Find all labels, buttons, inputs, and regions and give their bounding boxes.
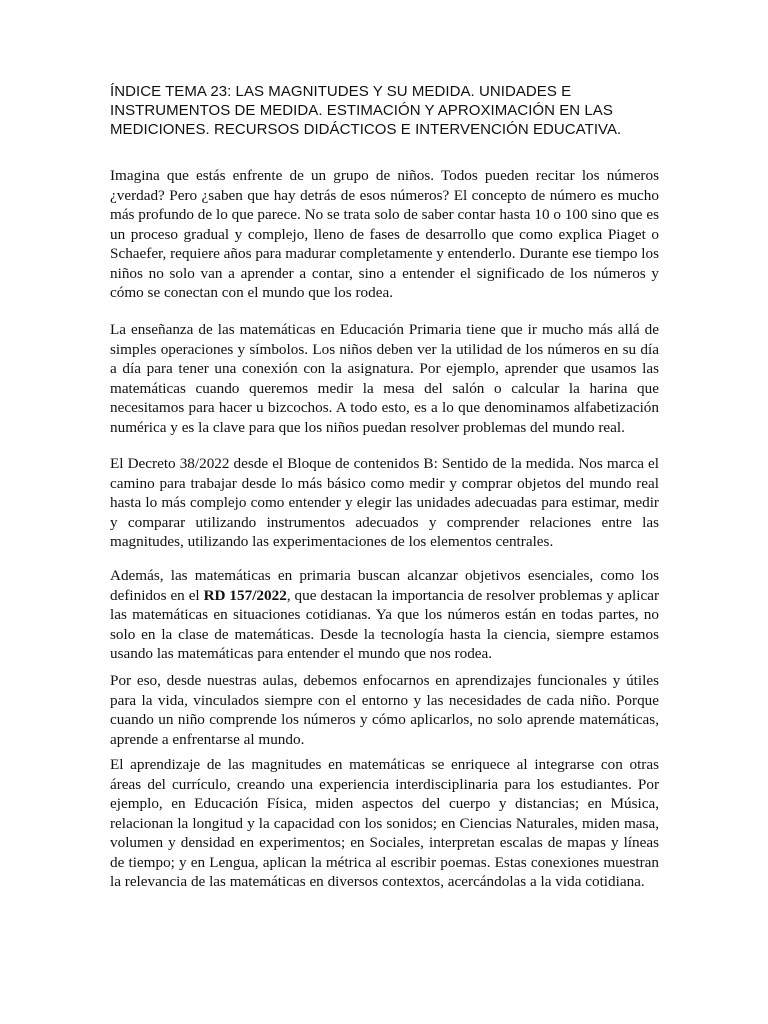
paragraph-objectives-text-after: , que destacan la importancia de resolver problemas y aplicar las matemáticas en situaciones cotidianas. Ya que los números están en todas partes, no solo en la clase de matemáticas. Desde la tecnología hasta la ciencia, siempre estamos usando las matemáticas para entender el mundo que nos rodea. — [110, 586, 659, 662]
paragraph-intro: Imagina que estás enfrente de un grupo de niños. Todos pueden recitar los números ¿verdad? Pero ¿saben que hay detrás de esos números? El concepto de número es mucho más profundo de lo que parece. No se trata solo de saber contar hasta 10 o 100 sino que es un proceso gradual y complejo, lleno de fases de desarrollo que como explica Piaget o Schaefer, requiere años para madurar completamente y entenderlo. Durante ese tiempo los niños no solo van a aprender a contar, sino a entender el significado de los números y cómo se conectan con el mundo que los rodea. — [110, 167, 659, 301]
paragraph-classroom: Por eso, desde nuestras aulas, debemos enfocarnos en aprendizajes funcionales y útiles para la vida, vinculados siempre con el entorno y las necesidades de cada niño. Porque cuando un niño comprende los números y cómo aplicarlos, no solo aprende matemáticas, aprende a enfrentarse al mundo. — [110, 672, 659, 748]
royal-decree-reference: RD 157/2022 — [203, 586, 287, 604]
paragraph-objectives-text-before: Además, las matemáticas en primaria buscan alcanzar objetivos esenciales, como los definidos en el — [110, 567, 659, 604]
document-title: ÍNDICE TEMA 23: LAS MAGNITUDES Y SU MEDIDA. UNIDADES E INSTRUMENTOS DE MEDIDA. ESTIMACIÓN Y APROXIMACIÓN EN LAS MEDICIONES. RECURSOS DIDÁCTICOS E INTERVENCIÓN EDUCATIVA. — [110, 83, 622, 138]
paragraph-interdisciplinary: El aprendizaje de las magnitudes en matemáticas se enriquece al integrarse con otras áreas del currículo, creando una experiencia interdisciplinaria para los estudiantes. Por ejemplo, en Educación Física, miden aspectos del cuerpo y distancias; en Música, relacionan la longitud y la capacidad con los sonidos; en Ciencias Naturales, miden masa, volumen y densidad en experimentos; en Sociales, interpretan escalas de mapas y líneas de tiempo; y en Lengua, aplican la métrica al escribir poemas. Estas conexiones muestran la relevancia de las matemáticas en diversos contextos, acercándolas a la vida cotidiana. — [110, 756, 659, 890]
paragraph-teaching: La enseñanza de las matemáticas en Educación Primaria tiene que ir mucho más allá de simples operaciones y símbolos. Los niños deben ver la utilidad de los números en su día a día para tener una conexión con la asignatura. Por ejemplo, aprender que usamos las matemáticas cuando queremos medir la mesa del salón o calcular la harina que necesitamos para hacer u bizcochos. A todo esto, es a lo que denominamos alfabetización numérica y es la clave para que los niños puedan resolver problemas del mundo real. — [110, 321, 659, 436]
paragraph-decree: El Decreto 38/2022 desde el Bloque de contenidos B: Sentido de la medida. Nos marca el camino para trabajar desde lo más básico como medir y comprar objetos del mundo real hasta lo más complejo como entender y elegir las unidades adecuadas para estimar, medir y comparar utilizando instrumentos adecuados y comprender relaciones entre las magnitudes, utilizando las experimentaciones de los elementos centrales. — [110, 455, 659, 550]
paragraph-objectives — [110, 566, 659, 664]
